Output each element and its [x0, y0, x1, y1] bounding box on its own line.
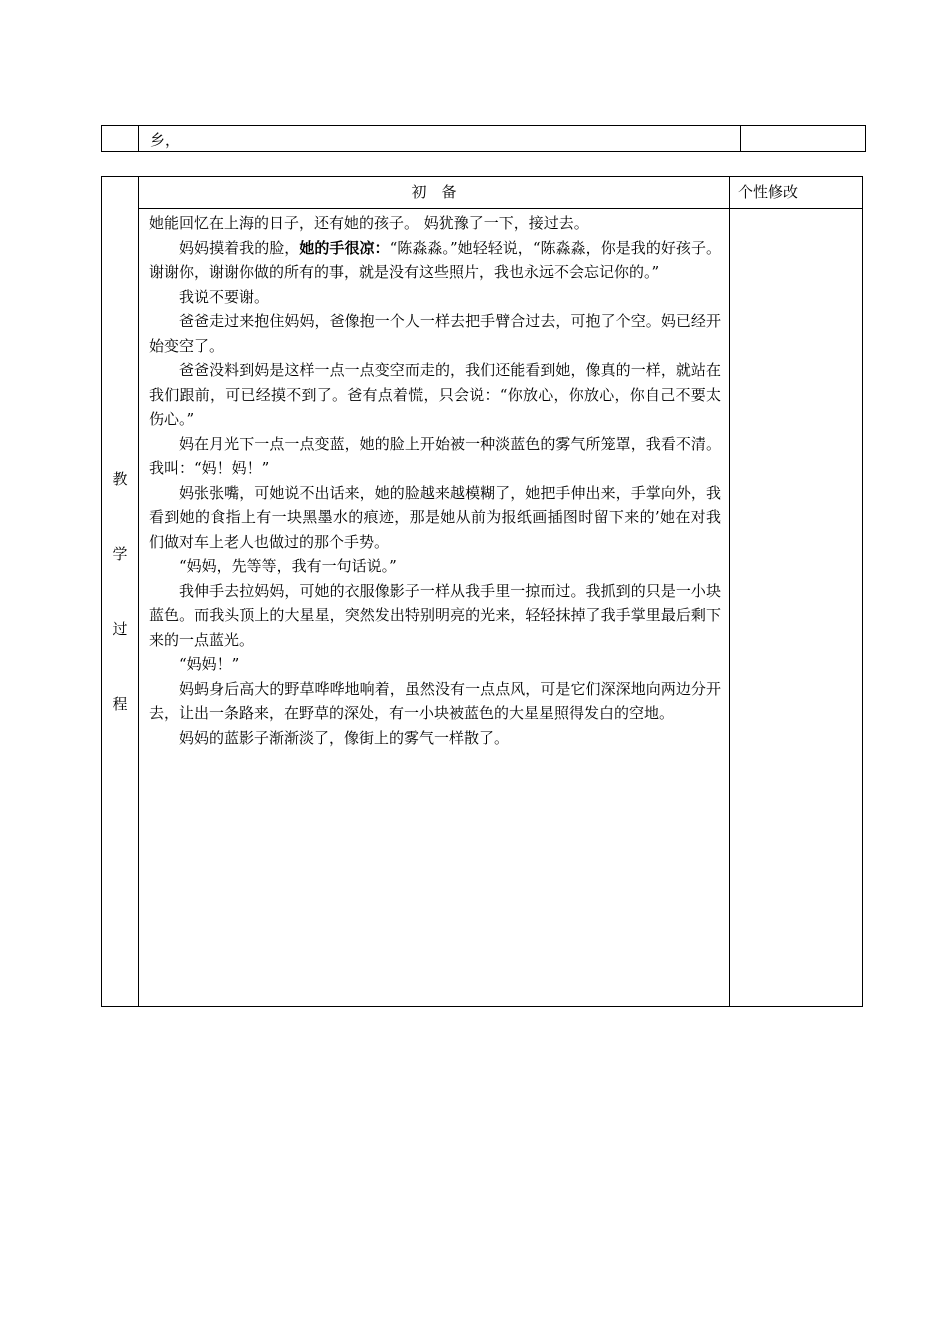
side-label-char: 学 — [112, 544, 128, 563]
header-revision: 个性修改 — [730, 177, 863, 209]
side-label-char: 过 — [112, 619, 128, 638]
paragraph: 妈妈的蓝影子渐渐淡了，像街上的雾气一样散了。 — [179, 728, 510, 747]
paragraph: “妈妈！” — [179, 655, 240, 673]
header-title: 初 备 — [139, 177, 730, 209]
top-right-cell — [741, 126, 866, 152]
bold-text: 她的手很凉： — [299, 238, 390, 257]
paragraph — [149, 236, 721, 285]
side-label-cell — [102, 177, 139, 1007]
paragraph: 爸爸没料到妈是这样一点一点变空而走的，我们还能看到她，像真的一样，就站在我们跟前，可已经摸不到了。爸有点着慌，只会说：“你放心，你放心，你自己不要太伤心。” — [149, 361, 721, 428]
revision-cell — [730, 209, 863, 1007]
lesson-table — [101, 176, 863, 1007]
paragraph-text: 妈妈摸着我的脸， — [179, 238, 300, 257]
paragraph: “妈妈，先等等，我有一句话说。” — [179, 557, 397, 575]
top-table — [101, 125, 866, 152]
paragraph: 妈在月光下一点一点变蓝，她的脸上开始被一种淡蓝色的雾气所笼罩，我看不清。我叫：“妈！妈！” — [149, 434, 721, 477]
paragraph: 我伸手去拉妈妈，可她的衣服像影子一样从我手里一掠而过。我抓到的只是一小块蓝色。而我头顶上的大星星，突然发出特别明亮的光来，轻轻抹掉了我手掌里最后剩下来的一点蓝光。 — [149, 581, 721, 649]
paragraph: 爸爸走过来抱住妈妈，爸像抱一个人一样去把手臂合过去，可抱了个空。妈已经开始变空了。 — [149, 312, 721, 355]
side-label-char: 程 — [112, 694, 128, 713]
paragraph: 妈蚂身后高大的野草哗哗地响着，虽然没有一点点风，可是它们深深地向两边分开去，让出一条路来，在野草的深处，有一小块被蓝色的大星星照得发白的空地。 — [149, 679, 721, 722]
side-label-char: 教 — [112, 469, 128, 488]
paragraph-text: “陈淼淼。”她轻轻说，“陈淼淼，你是我的好孩子。谢谢你，谢谢你做的所有的事，就是没有这些照片，我也永远不会忘记你的。” — [149, 238, 721, 281]
paragraph: 我说不要谢。 — [179, 287, 270, 306]
top-left-cell — [102, 126, 139, 152]
top-text-cell: 乡， — [139, 126, 741, 152]
paragraph: 妈张张嘴，可她说不出话来，她的脸越来越模糊了，她把手伸出来，手掌向外，我看到她的食指上有一块黑墨水的痕迹，那是她从前为报纸画插图时留下来的’她在对我们做对车上老人也做过的那个手势。 — [149, 483, 721, 551]
paragraph: 她能回忆在上海的日子，还有她的孩子。 妈犹豫了一下，接过去。 — [149, 214, 589, 232]
content-cell — [139, 209, 730, 1007]
